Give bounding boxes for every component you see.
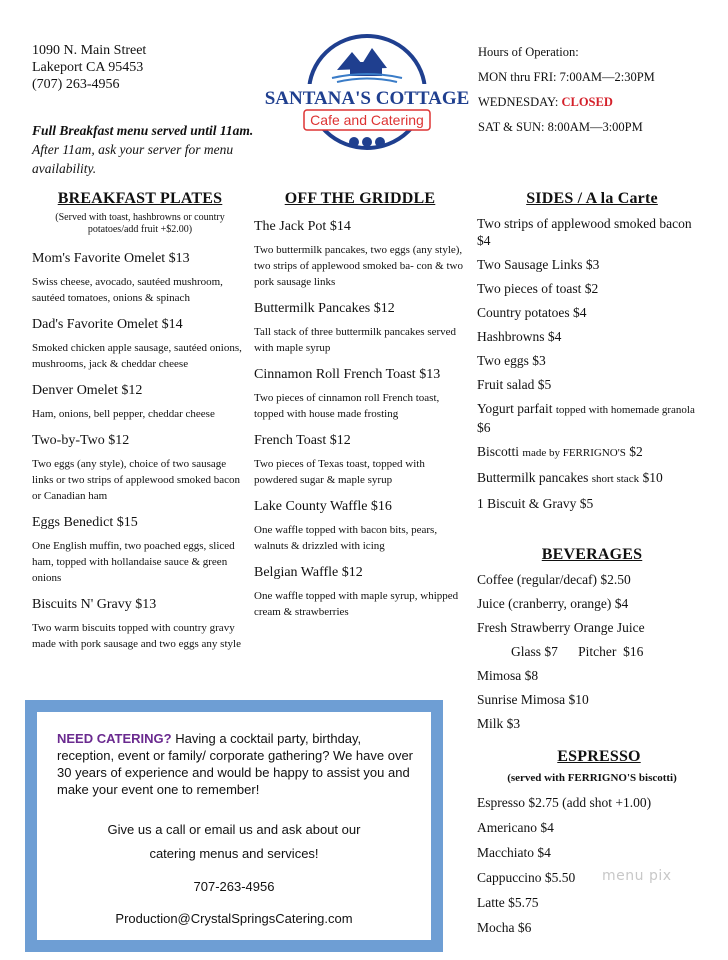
beverage-items (477, 571, 707, 732)
espresso-section (477, 748, 707, 936)
sides-items (477, 215, 707, 512)
menu-item-name: Denver Omelet $12 (32, 383, 143, 398)
menu-item-desc: Two pieces of Texas toast, topped with powdered sugar & maple syrup (254, 458, 425, 486)
sides-section (477, 190, 707, 512)
menu-item-name: French Toast $12 (254, 433, 351, 448)
side-item: 1 Biscuit & Gravy $5 (477, 496, 594, 511)
menu-item-desc: Two warm biscuits topped with country gravy made with pork sausage and two eggs any style (32, 622, 241, 650)
catering-phone[interactable]: 707-263-4956 (193, 879, 275, 894)
griddle-items (254, 218, 466, 620)
sides-title: SIDES / A la Carte (526, 190, 658, 207)
breakfast-note: Full Breakfast menu served until 11am. After 11am, ask your server for menu availability. (32, 123, 254, 176)
beverage-item: Fresh Strawberry Orange Juice (477, 620, 645, 635)
beverage-item: Coffee (regular/decaf) $2.50 (477, 572, 631, 587)
side-item: Buttermilk pancakes short stack $10 (477, 470, 663, 485)
address-city: Lakeport CA 95453 (32, 60, 144, 75)
hours-weekend: SAT & SUN: 8:00AM—3:00PM (478, 120, 643, 134)
menu-item-desc: Smoked chicken apple sausage, sautéed onions, mushrooms, jack & cheddar cheese (32, 342, 242, 370)
cottage-logo-icon (264, 34, 470, 160)
beverage-item: Juice (cranberry, orange) $4 (477, 596, 629, 611)
menu-item-desc: Swiss cheese, avocado, sautéed mushroom, sautéed tomatoes, onions & spinach (32, 276, 223, 304)
catering-text (57, 730, 417, 798)
breakfast-section (32, 190, 248, 652)
side-item: Country potatoes $4 (477, 305, 587, 320)
espresso-subtitle: (served with FERRIGNO'S biscotti) (507, 772, 677, 784)
catering-headline: NEED CATERING? (57, 731, 172, 746)
menu-item-desc: Two eggs (any style), choice of two sausage links or two strips of applewood smoked bacon or Canadian ham (32, 458, 241, 502)
menu-item-desc: Two pieces of cinnamon roll French toast, topped with house made frosting (254, 392, 440, 420)
breakfast-title: BREAKFAST PLATES (57, 190, 223, 207)
address-block (32, 42, 146, 93)
espresso-item: Espresso $2.75 (add shot +1.00) (477, 795, 652, 810)
espresso-item: Cappuccino $5.50 (477, 870, 576, 885)
side-item: Biscotti made by FERRIGNO'S $2 (477, 444, 643, 459)
closed-label: CLOSED (561, 95, 613, 109)
griddle-section (254, 190, 466, 620)
hours-title: Hours of Operation: (478, 45, 579, 59)
catering-body: Having a cocktail party, birthday, reception, event or family/ corporate gathering? We have over 30 years of experience and would be happy to assist you and make your event one to remember! (57, 731, 414, 797)
side-item: Two Sausage Links $3 (477, 257, 600, 272)
side-item: Yogurt parfait topped with homemade granola $6 (477, 401, 695, 435)
menu-item-desc: One waffle topped with maple syrup, whipped cream & strawberries (254, 590, 459, 618)
menu-item-name: Dad's Favorite Omelet $14 (32, 317, 183, 332)
menu-item-desc: One English muffin, two poached eggs, sliced ham, topped with hollandaise sauce & green onions (32, 540, 235, 584)
menu-item-name: Buttermilk Pancakes $12 (254, 301, 395, 316)
side-item: Fruit salad $5 (477, 377, 552, 392)
side-item: Two pieces of toast $2 (477, 281, 599, 296)
side-item: Hashbrowns $4 (477, 329, 562, 344)
breakfast-items (32, 250, 248, 652)
beverage-item: Milk $3 (477, 716, 521, 731)
menu-item-name: Biscuits N' Gravy $13 (32, 597, 157, 612)
beverage-item: Glass $7 Pitcher $16 (511, 644, 644, 659)
espresso-items (477, 794, 707, 936)
watermark: menu pix (602, 868, 672, 884)
menu-item-desc: One waffle topped with bacon bits, pears, walnuts & drizzled with icing (254, 524, 438, 552)
espresso-title: ESPRESSO (557, 748, 641, 765)
hours-wednesday: WEDNESDAY: CLOSED (478, 95, 613, 109)
menu-item-name: The Jack Pot $14 (254, 219, 351, 234)
side-item: Two strips of applewood smoked bacon $4 (477, 216, 692, 248)
menu-item-desc: Two buttermilk pancakes, two eggs (any style), two strips of applewood smoked ba- con & two pork sausage links (254, 244, 463, 288)
catering-email[interactable]: Production@CrystalSpringsCatering.com (115, 911, 353, 926)
beverages-section (477, 546, 707, 732)
menu-item-desc: Tall stack of three buttermilk pancakes served with maple syrup (254, 326, 457, 354)
cafe-logo (264, 34, 470, 160)
menu-item-name: Cinnamon Roll French Toast $13 (254, 367, 441, 382)
menu-item-name: Two-by-Two $12 (32, 433, 130, 448)
griddle-title: OFF THE GRIDDLE (284, 190, 436, 207)
espresso-item: Latte $5.75 (477, 895, 539, 910)
beverage-item: Sunrise Mimosa $10 (477, 692, 589, 707)
espresso-item: Macchiato $4 (477, 845, 551, 860)
hours-weekday: MON thru FRI: 7:00AM—2:30PM (478, 70, 655, 84)
hours-block (478, 40, 655, 140)
menu-item-name: Belgian Waffle $12 (254, 565, 363, 580)
beverage-item: Mimosa $8 (477, 668, 539, 683)
menu-item-name: Mom's Favorite Omelet $13 (32, 251, 190, 266)
espresso-item: Americano $4 (477, 820, 554, 835)
breakfast-subtitle: (Served with toast, hashbrowns or country potatoes/add fruit +$2.00) (55, 212, 225, 235)
menu-item-name: Eggs Benedict $15 (32, 515, 138, 530)
beverages-title: BEVERAGES (541, 546, 643, 563)
menu-item-name: Lake County Waffle $16 (254, 499, 392, 514)
side-item: Two eggs $3 (477, 353, 546, 368)
menu-item-desc: Ham, onions, bell pepper, cheddar cheese (32, 408, 215, 420)
address-street: 1090 N. Main Street (32, 43, 147, 58)
espresso-item: Mocha $6 (477, 920, 532, 935)
logo-tagline: Cafe and Catering (310, 112, 424, 128)
address-phone: (707) 263-4956 (32, 77, 120, 92)
logo-name: SANTANA'S COTTAGE (264, 88, 470, 109)
catering-call: Give us a call or email us and ask about our catering menus and services! (107, 822, 361, 861)
catering-box (25, 700, 443, 952)
